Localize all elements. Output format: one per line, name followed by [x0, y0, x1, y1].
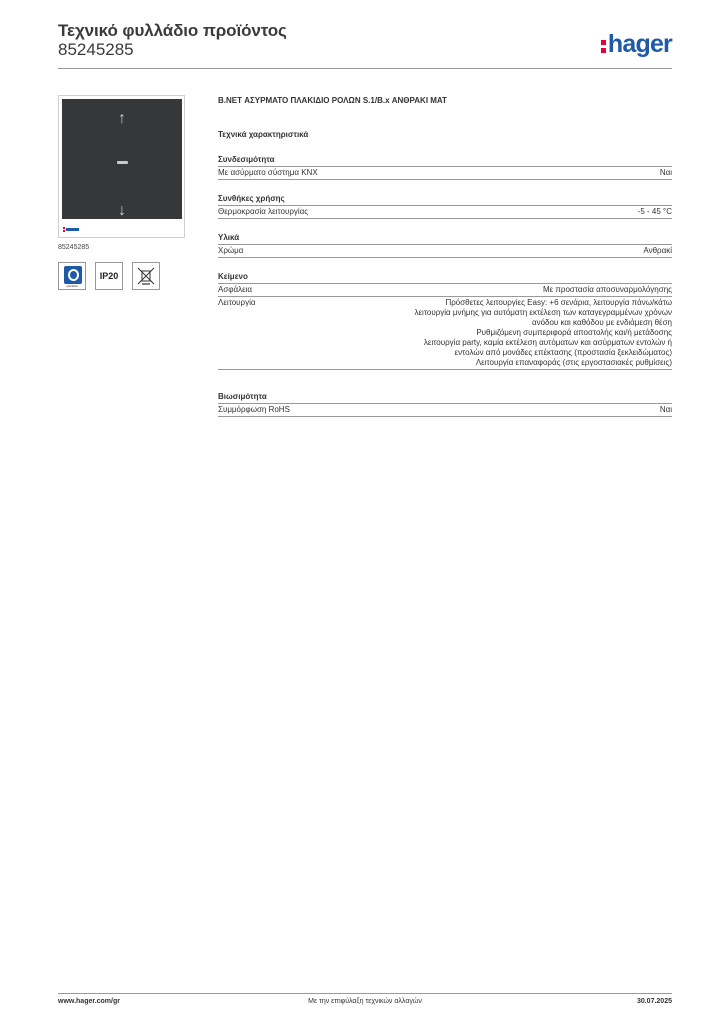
section-materials [218, 232, 672, 258]
spec-value-line: λειτουργία party, καμία εκτέλεση αυτόματων και ασύρματων εντολών ή [423, 338, 672, 347]
section-connectivity [218, 154, 672, 180]
spec-label: Με ασύρματο σύστημα KNX [218, 168, 318, 177]
spec-value-line: ανόδου και καθόδου με ενδιάμεση θέση [531, 318, 672, 327]
spec-row [218, 404, 672, 417]
spec-value: Με προστασία αποσυναρμολόγησης [542, 285, 672, 294]
spec-value-line: Λειτουργία επαναφοράς (στις εργοστασιακές ρυθμίσεις) [475, 358, 672, 367]
section-usage-conditions [218, 193, 672, 219]
section-text [218, 271, 672, 370]
hager-logo [601, 29, 672, 59]
website-link[interactable]: www.hager.com/gr [58, 998, 120, 1005]
certification-badges [58, 262, 160, 290]
quicklink-icon [64, 266, 82, 284]
arrow-down-icon: ↓ [118, 202, 126, 219]
spec-value-line: Πρόσθετες λειτουργίες Easy: +6 σενάρια, λειτουργία πάνω/κάτω [445, 298, 672, 307]
product-code: 85245285 [58, 40, 134, 59]
spec-value: Ναι [659, 168, 672, 177]
product-image-frame [58, 95, 185, 238]
product-image [62, 99, 182, 219]
page-footer [58, 998, 672, 1012]
section-title: Κείμενο [218, 271, 672, 284]
spec-label: Χρώμα [218, 246, 244, 255]
spec-value-line: λειτουργία μνήμης για αυτόματη εκτέλεση των καταγεγραμμένων χρόνων [414, 308, 672, 317]
spec-value: Ανθρακί [643, 246, 672, 255]
section-sustainability [218, 391, 672, 417]
footer-note: Με την επιφύλαξη τεχνικών αλλαγών [308, 998, 422, 1005]
quicklink-badge [58, 262, 86, 290]
section-title: Υλικά [218, 232, 672, 245]
quicklink-label: quicklink [66, 284, 78, 288]
spec-row [218, 167, 672, 180]
spec-row [218, 206, 672, 219]
spec-value-line: Ρυθμιζόμενη συμπεριφορά αποστολής και/ή μετάδοσης [476, 328, 672, 337]
crossed-bin-icon [132, 262, 160, 290]
ip-rating-badge: IP20 [95, 262, 123, 290]
hager-mini-logo-icon [63, 227, 79, 232]
spec-row [218, 245, 672, 258]
spec-label: Συμμόρφωση RoHS [218, 405, 290, 414]
logo-wordmark: hager [607, 30, 672, 58]
footer-date: 30.07.2025 [636, 998, 672, 1005]
section-title: Βιωσιμότητα [218, 391, 672, 404]
footer-divider [58, 993, 672, 994]
spec-label: Ασφάλεια [218, 285, 253, 294]
product-name: B.NET ΑΣΥΡΜΑΤΟ ΠΛΑΚΙΔΙΟ ΡΟΛΩΝ S.1/B.x ΑΝΘΡΑΚΙ ΜΑΤ [218, 96, 447, 105]
logo-dots-icon [601, 40, 606, 53]
document-title: Τεχνικό φυλλάδιο προϊόντος [58, 21, 287, 40]
spec-label: Θερμοκρασία λειτουργίας [218, 207, 309, 216]
spec-value-line: εντολών από μονάδες επέκτασης (προστασία ξεκλειδώματος) [454, 348, 672, 357]
spec-row [218, 297, 672, 370]
spec-value: -5 - 45 °C [637, 207, 672, 216]
spec-label: Λειτουργία [218, 298, 256, 307]
spec-value: Ναι [659, 405, 672, 414]
specs-heading: Τεχνικά χαρακτηριστικά [218, 130, 309, 139]
section-title: Συνθήκες χρήσης [218, 193, 672, 206]
led-indicator-icon [117, 161, 128, 164]
section-title: Συνδεσιμότητα [218, 154, 672, 167]
product-sku: 85245285 [58, 244, 90, 251]
header-divider [58, 68, 672, 69]
spec-row [218, 284, 672, 297]
arrow-up-icon: ↑ [118, 110, 126, 127]
page-header [58, 20, 672, 70]
spec-value [218, 297, 672, 369]
